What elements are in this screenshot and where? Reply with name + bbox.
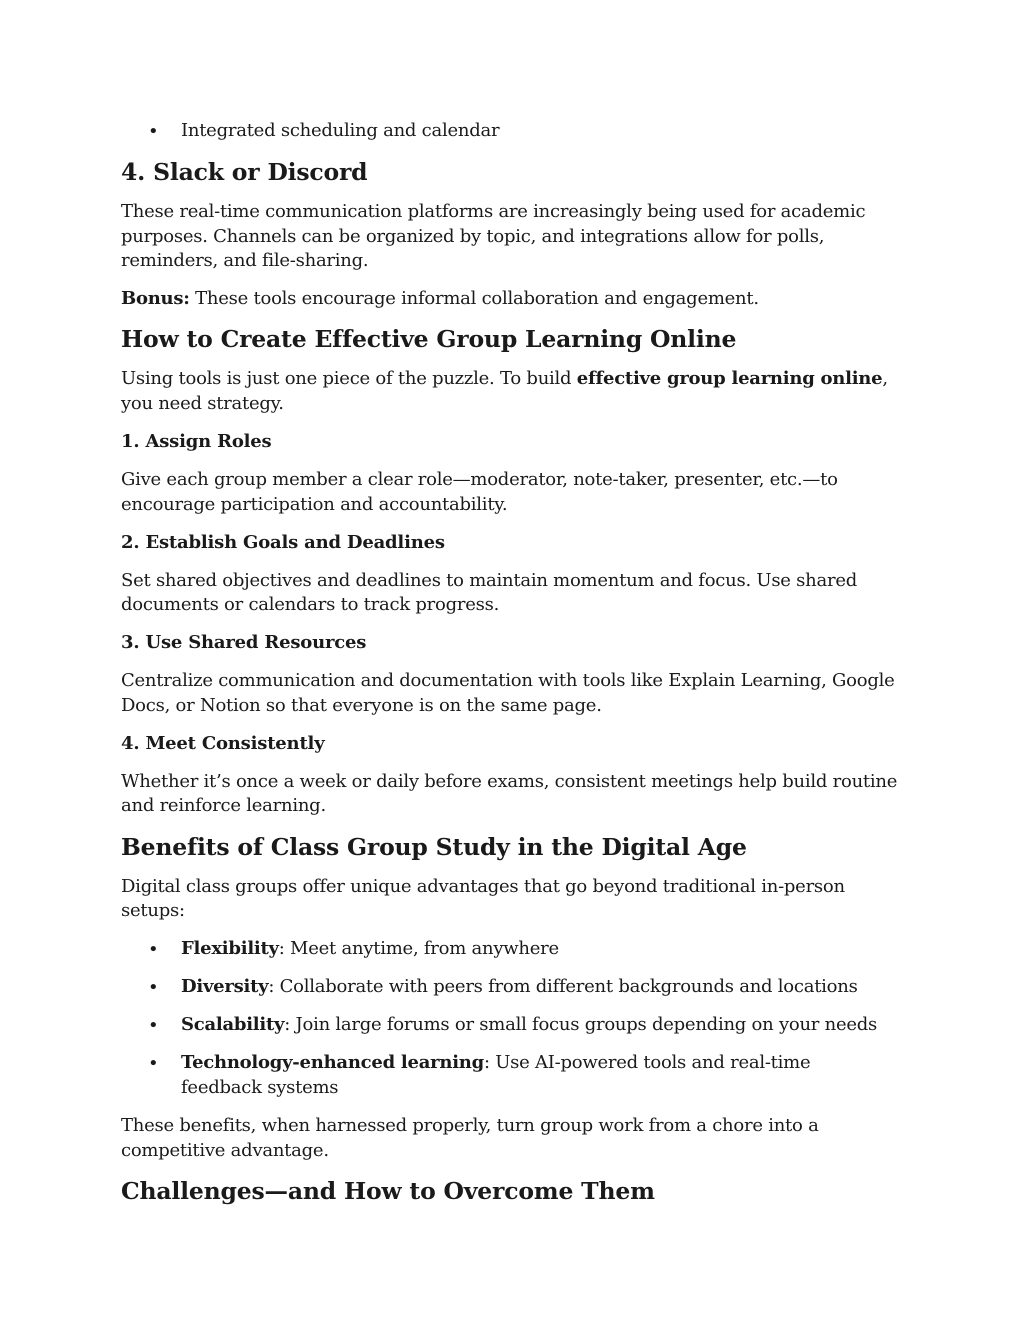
step-text-line: Give each group member a clear role—moderator, note-taker, presenter, etc.—to: [121, 469, 838, 490]
benefit-item-continuation: feedback systems: [181, 1077, 339, 1098]
intro-bullet-item: Integrated scheduling and calendar: [181, 120, 500, 141]
how-to-intro-line: [121, 367, 888, 392]
benefit-desc: : Use AI-powered tools and real-time: [483, 1052, 811, 1073]
benefit-item: [181, 937, 559, 962]
benefit-item: [181, 975, 858, 1000]
slack-para-line: reminders, and file-sharing.: [121, 250, 369, 271]
bullet-dot: •: [148, 1015, 159, 1036]
step-text-line: documents or calendars to track progress.: [121, 594, 500, 615]
step-text-line: Docs, or Notion so that everyone is on the same page.: [121, 695, 602, 716]
bullet-dot: •: [148, 977, 159, 998]
bonus-paragraph: [121, 287, 759, 312]
benefits-intro-line: setups:: [121, 900, 185, 921]
bullet-dot: •: [148, 939, 159, 960]
benefits-closing-line: competitive advantage.: [121, 1140, 329, 1161]
bullet-dot: •: [148, 121, 159, 142]
benefits-heading: Benefits of Class Group Study in the Digital Age: [121, 833, 747, 861]
how-to-intro-punct: ,: [882, 368, 888, 389]
step-title: 2. Establish Goals and Deadlines: [121, 532, 445, 553]
benefit-desc: : Meet anytime, from anywhere: [278, 938, 559, 959]
benefits-closing-line: These benefits, when harnessed properly, turn group work from a chore into a: [121, 1115, 819, 1136]
step-title: 4. Meet Consistently: [121, 733, 325, 754]
how-to-intro-text: Using tools is just one piece of the puzzle. To build: [121, 368, 577, 389]
slack-para-line: purposes. Channels can be organized by topic, and integrations allow for polls,: [121, 226, 825, 247]
how-to-intro-bold: effective group learning online: [576, 368, 883, 389]
bullet-dot: •: [148, 1053, 159, 1074]
challenges-heading: Challenges—and How to Overcome Them: [121, 1177, 655, 1205]
step-text-line: and reinforce learning.: [121, 795, 326, 816]
step-text-line: encourage participation and accountability.: [121, 494, 508, 515]
how-to-intro-line: you need strategy.: [121, 393, 284, 414]
step-text-line: Whether it’s once a week or daily before exams, consistent meetings help build routine: [121, 771, 898, 792]
bonus-text: These tools encourage informal collaboration and engagement.: [189, 288, 759, 309]
how-to-heading: How to Create Effective Group Learning Online: [121, 325, 737, 353]
benefit-term: Technology-enhanced learning: [181, 1052, 484, 1073]
step-title: 1. Assign Roles: [121, 431, 272, 452]
benefit-desc: : Collaborate with peers from different backgrounds and locations: [268, 976, 858, 997]
step-title: 3. Use Shared Resources: [121, 632, 367, 653]
benefit-term: Scalability: [181, 1014, 285, 1035]
benefit-desc: : Join large forums or small focus groups depending on your needs: [284, 1014, 878, 1035]
benefit-item: [181, 1051, 810, 1076]
benefits-intro-line: Digital class groups offer unique advantages that go beyond traditional in-person: [121, 876, 845, 897]
bonus-label: Bonus:: [121, 288, 190, 309]
slack-heading: 4. Slack or Discord: [121, 158, 368, 186]
slack-para-line: These real-time communication platforms are increasingly being used for academic: [121, 201, 866, 222]
benefit-term: Flexibility: [181, 938, 279, 959]
benefit-term: Diversity: [181, 976, 269, 997]
benefit-item: [181, 1013, 877, 1038]
step-text-line: Centralize communication and documentation with tools like Explain Learning, Google: [121, 670, 895, 691]
step-text-line: Set shared objectives and deadlines to maintain momentum and focus. Use shared: [121, 570, 858, 591]
